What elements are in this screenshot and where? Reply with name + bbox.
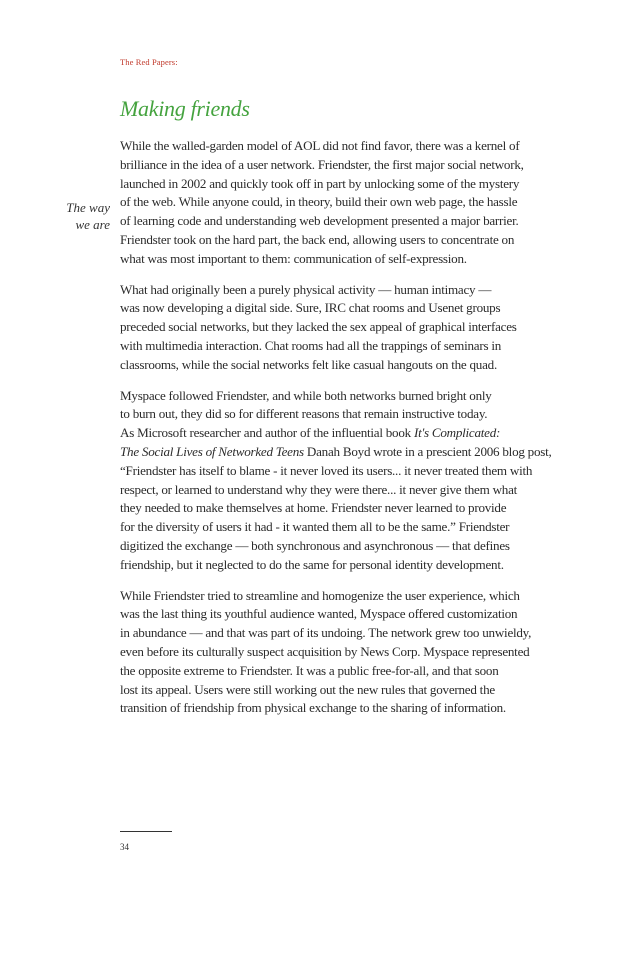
text-line: [120, 643, 552, 662]
text-segment: Danah Boyd wrote in a prescient 2006 blog post,: [303, 443, 552, 459]
text-line: [120, 443, 552, 462]
text-segment: As Microsoft researcher and author of the influential book: [120, 425, 414, 441]
text-segment: of the web. While anyone could, in theory, build their own web page, the hassle: [120, 194, 518, 210]
text-line: [120, 587, 552, 606]
text-line: [120, 250, 552, 269]
margin-note-line: we are: [75, 217, 110, 233]
text-line: [120, 499, 552, 518]
section-title: Making friends: [120, 96, 250, 121]
text-line: [120, 231, 552, 250]
margin-note: [58, 199, 110, 234]
text-segment: While Friendster tried to streamline and homogenize the user experience, which: [120, 587, 520, 603]
text-line: [120, 518, 552, 537]
text-segment: was now developing a digital side. Sure, IRC chat rooms and Usenet groups: [120, 300, 501, 316]
footer-rule: [120, 831, 172, 832]
text-segment: was the last thing its youthful audience wanted, Myspace offered customization: [120, 606, 518, 622]
text-line: [120, 193, 552, 212]
text-segment: of learning code and understanding web development presented a major barrier.: [120, 213, 519, 229]
italic-segment: The Social Lives of Networked Teens: [120, 443, 304, 459]
text-line: [120, 624, 552, 643]
text-line: [120, 299, 552, 318]
text-segment: in abundance — and that was part of its undoing. The network grew too unwieldy,: [120, 625, 532, 641]
text-line: [120, 481, 552, 500]
text-segment: What had originally been a purely physical activity — human intimacy —: [120, 281, 492, 297]
text-segment: to burn out, they did so for different reasons that remain instructive today.: [120, 406, 488, 422]
text-segment: While the walled-garden model of AOL did not find favor, there was a kernel of: [120, 138, 520, 153]
text-segment: for the diversity of users it had - it wanted them all to be the same.” Friendster: [120, 519, 510, 535]
text-segment: respect, or learned to understand why they were there... it never give them what: [120, 481, 518, 497]
running-header: The Red Papers:: [120, 57, 178, 67]
text-segment: with multimedia interaction. Chat rooms had all the trappings of seminars in: [120, 337, 502, 353]
text-segment: transition of friendship from physical exchange to the sharing of information.: [120, 700, 506, 716]
text-segment: brilliance in the idea of a user network. Friendster, the first major social network,: [120, 156, 524, 172]
text-line: [120, 462, 552, 481]
paragraph: [120, 587, 552, 719]
text-line: [120, 537, 552, 556]
text-segment: what was most important to them: communication of self-expression.: [120, 250, 467, 266]
italic-segment: It's Complicated:: [413, 425, 501, 441]
paragraph: [120, 137, 552, 269]
text-segment: even before its culturally suspect acquisition by News Corp. Myspace represented: [120, 643, 530, 659]
text-line: [120, 137, 552, 156]
text-line: [120, 387, 552, 406]
text-line: [120, 318, 552, 337]
text-line: [120, 699, 552, 718]
text-line: [120, 662, 552, 681]
page-number: 34: [120, 842, 129, 852]
text-segment: digitized the exchange — both synchronous and asynchronous — that defines: [120, 537, 510, 553]
text-segment: the opposite extreme to Friendster. It was a public free-for-all, and that soon: [120, 662, 499, 678]
text-line: [120, 424, 552, 443]
text-segment: preceded social networks, but they lacked the sex appeal of graphical interfaces: [120, 319, 517, 335]
paragraph: [120, 387, 552, 575]
body-text: [120, 137, 552, 730]
text-segment: they needed to make themselves at home. Friendster never learned to provide: [120, 500, 507, 516]
paragraph: [120, 281, 552, 375]
text-segment: Myspace followed Friendster, and while both networks burned bright only: [120, 387, 492, 403]
text-line: [120, 605, 552, 624]
text-line: [120, 337, 552, 356]
text-segment: friendship, but it neglected to do the same for personal identity development.: [120, 556, 504, 572]
text-segment: classrooms, while the social networks felt like casual hangouts on the quad.: [120, 356, 497, 372]
text-segment: lost its appeal. Users were still working out the new rules that governed the: [120, 681, 495, 697]
text-line: [120, 212, 552, 231]
text-line: [120, 681, 552, 700]
margin-note-line: The way: [66, 200, 110, 215]
text-segment: “Friendster has itself to blame - it never loved its users... it never treated them with: [120, 462, 533, 478]
text-line: [120, 281, 552, 300]
text-line: [120, 556, 552, 575]
text-line: [120, 356, 552, 375]
text-segment: Friendster took on the hard part, the back end, allowing users to concentrate on: [120, 231, 515, 247]
text-line: [120, 405, 552, 424]
text-line: [120, 175, 552, 194]
text-line: [120, 156, 552, 175]
text-segment: launched in 2002 and quickly took off in part by unlocking some of the mystery: [120, 175, 520, 191]
